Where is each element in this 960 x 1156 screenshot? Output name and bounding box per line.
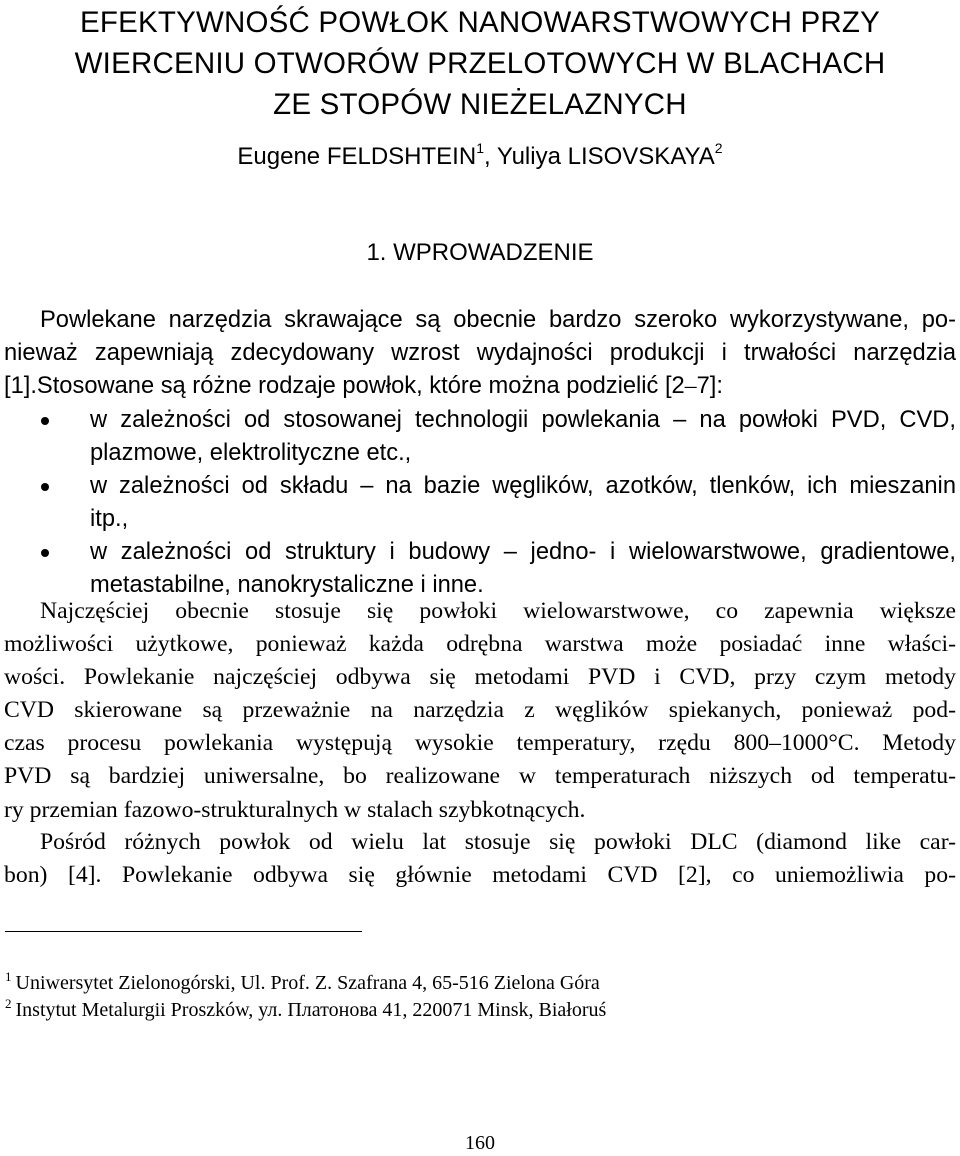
title-line: ZE STOPÓW NIEŻELAZNYCH [273, 88, 687, 121]
text-line: ry przemian fazowo-strukturalnych w stalach szybkotnących. [4, 796, 586, 823]
author-list [0, 141, 960, 173]
paragraph [4, 826, 956, 892]
text-line: w zależności od struktury i budowy – jedno- i wielowarstwowe, gradientowe, [90, 539, 956, 566]
title-line: EFEKTYWNOŚĆ POWŁOK NANOWARSTWOWYCH PRZY [80, 6, 880, 39]
list-item [4, 470, 956, 536]
footnotes [5, 970, 955, 1024]
footnote [5, 970, 955, 997]
footnote-mark: 1 [5, 969, 12, 984]
list-item [4, 404, 956, 470]
title-line: WIERCENIU OTWORÓW PRZELOTOWYCH W BLACHACH [74, 47, 886, 80]
footnote [5, 997, 955, 1024]
section-heading: 1. WPROWADZENIE [366, 239, 594, 266]
footnote-divider [5, 931, 362, 932]
text-line: nieważ zapewniają zdecydowany wzrost wydajności produkcji i trwałości narzędzia [4, 340, 956, 367]
bullet-dot [41, 483, 49, 491]
text-line: Pośród różnych powłok od wielu lat stosuje się powłoki DLC (diamond like car- [40, 829, 956, 855]
text-line: Najczęściej obecnie stosuje się powłoki wielowarstwowe, co zapewnia większe [40, 598, 956, 624]
citation: [1]. [4, 373, 37, 400]
text-line: Powlekane narzędzia skrawające są obecnie bardzo szeroko wykorzystywane, po- [40, 307, 956, 333]
text-line: CVD skierowane są przeważnie na narzędzia z węglików spiekanych, ponieważ pod- [4, 697, 956, 724]
paper-title [0, 2, 960, 125]
page-number: 160 [465, 1132, 495, 1154]
text-line [4, 370, 956, 403]
intro-paragraph [4, 304, 956, 403]
text-line: w zależności od składu – na bazie węglików, azotków, tlenków, ich mieszanin [90, 473, 956, 500]
text-line: w zależności od stosowanej technologii powlekania – na powłoki PVD, CVD, [90, 407, 956, 433]
text-line: bon) [4]. Powlekanie odbywa się głównie metodami CVD [2], co uniemożliwia po- [4, 862, 956, 889]
affiliation-mark: 1 [476, 140, 484, 156]
text-line: plazmowe, elektrolityczne etc., [90, 440, 412, 467]
bullet-dot [41, 549, 49, 557]
text-line: PVD są bardziej uniwersalne, bo realizowane w temperaturach niższych od temperatu- [4, 763, 956, 790]
bullet-dot [41, 417, 49, 425]
en-dash: – [684, 373, 697, 400]
author-separator: , [483, 143, 497, 170]
author-name: Yuliya LISOVSKAYA [496, 143, 715, 170]
footnote-mark: 2 [5, 996, 12, 1011]
text-line: wości. Powlekanie najczęściej odbywa się metodami PVD i CVD, przy czym metody [4, 664, 956, 691]
author-name: Eugene FELDSHTEIN [237, 143, 477, 170]
text-line: czas procesu powlekania występują wysokie temperatury, rzędu 800–1000°C. Metody [4, 730, 956, 757]
text-fragment: 7]: [696, 373, 723, 400]
list-item [4, 536, 956, 602]
footnote-text: Instytut Metalurgii Proszków, ул. Платонова 41, 220071 Minsk, Białoruś [15, 999, 607, 1021]
footnote-text: Uniwersytet Zielonogórski, Ul. Prof. Z. Szafrana 4, 65-516 Zielona Góra [15, 972, 600, 994]
text-line: metastabilne, nanokrystaliczne i inne. [90, 572, 484, 599]
paragraph [4, 595, 956, 827]
text-line: itp., [90, 506, 129, 533]
text-fragment: Stosowane są różne rodzaje powłok, które można podzielić [2 [36, 373, 685, 400]
affiliation-mark: 2 [714, 140, 723, 156]
text-line: możliwości użytkowe, ponieważ każda odrębna warstwa może posiadać inne właści- [4, 631, 956, 658]
bullet-list [4, 404, 956, 603]
